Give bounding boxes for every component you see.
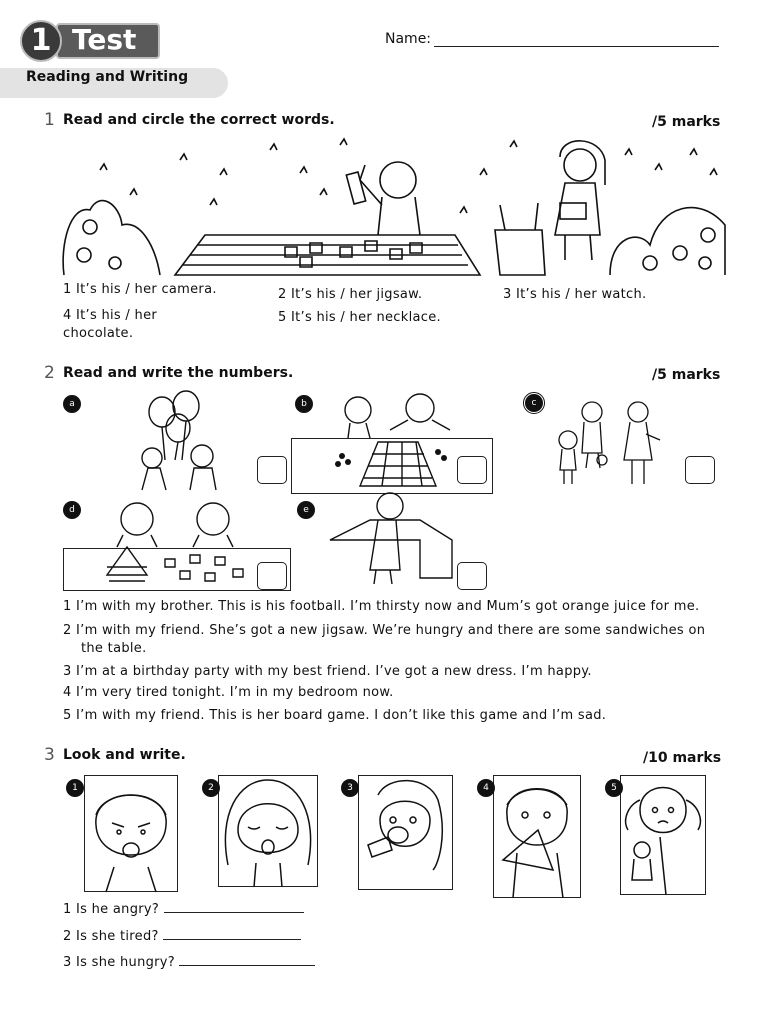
badge-number: 1: [20, 20, 62, 62]
q1-instruction: Read and circle the correct words.: [63, 112, 335, 128]
q1-number: 1: [44, 110, 55, 130]
test-badge: [20, 20, 162, 62]
q1-marks: /5 marks: [652, 114, 721, 130]
q2-sentence-1: 1 I’m with my brother. This is his football. I’m thirsty now and Mum’s got orange juice for me.: [63, 599, 700, 614]
name-input-line[interactable]: [434, 46, 719, 47]
q3-question-3: 3 Is she hungry?: [63, 952, 315, 972]
q3-picture-3-label: 3: [341, 779, 359, 797]
q3-picture-1-label: 1: [66, 779, 84, 797]
q3-face-pizza-boy: [493, 775, 581, 898]
q3-picture-2-label: 2: [202, 779, 220, 797]
q2-picture-c-label: c: [525, 394, 543, 412]
badge-word: Test: [56, 23, 160, 59]
q2-answer-box-a[interactable]: [257, 456, 287, 484]
q3-answer-line-2[interactable]: [163, 926, 301, 940]
q2-picture-b-label: b: [295, 395, 313, 413]
q2-answer-box-b[interactable]: [457, 456, 487, 484]
q3-instruction: Look and write.: [63, 747, 186, 763]
q1-item-3: 3 It’s his / her watch.: [503, 287, 647, 302]
q3-question-2: 2 Is she tired?: [63, 926, 301, 946]
q2-picture-e-label: e: [297, 501, 315, 519]
q2-answer-box-d[interactable]: [257, 562, 287, 590]
q1-scene-illustration: [60, 135, 728, 285]
q2-sentence-4: 4 I’m very tired tonight. I’m in my bedroom now.: [63, 685, 394, 700]
q1-item-4: 4 It’s his / her chocolate.: [63, 308, 158, 341]
q3-face-eating-girl: [358, 775, 453, 890]
q1-item-1: 1 It’s his / her camera.: [63, 282, 217, 297]
q3-answer-line-1[interactable]: [164, 899, 304, 913]
q2-picture-d-sandwiches: [95, 497, 265, 592]
q2-picture-b-board-game: [320, 390, 460, 490]
q2-picture-d-label: d: [63, 501, 81, 519]
q2-number: 2: [44, 363, 55, 383]
q2-sentence-2: 2 I’m with my friend. She’s got a new jigsaw. We’re hungry and there are some sandwiches on the table.: [63, 623, 706, 656]
q3-face-girl-with-doll: [620, 775, 706, 895]
q1-item-5: 5 It’s his / her necklace.: [278, 310, 441, 325]
name-label: Name:: [385, 31, 432, 47]
q2-sentence-5: 5 I’m with my friend. This is her board game. I don’t like this game and I’m sad.: [63, 708, 607, 723]
q2-picture-a-label: a: [63, 395, 81, 413]
q3-marks: /10 marks: [643, 750, 722, 766]
q2-picture-e-bedroom: [330, 490, 455, 585]
q2-picture-a-party: [120, 390, 240, 490]
q3-face-tired-girl: [218, 775, 318, 887]
q3-number: 3: [44, 745, 55, 765]
q3-answer-line-3[interactable]: [179, 952, 315, 966]
q2-marks: /5 marks: [652, 367, 721, 383]
q1-item-2: 2 It’s his / her jigsaw.: [278, 287, 423, 302]
section-title: Reading and Writing: [26, 69, 189, 85]
q3-picture-5-label: 5: [605, 779, 623, 797]
q3-picture-4-label: 4: [477, 779, 495, 797]
q2-answer-box-c[interactable]: [685, 456, 715, 484]
q2-instruction: Read and write the numbers.: [63, 365, 294, 381]
q2-picture-c-football: [552, 398, 667, 488]
q2-answer-box-e[interactable]: [457, 562, 487, 590]
q3-face-angry-boy: [84, 775, 178, 892]
q2-sentence-3: 3 I’m at a birthday party with my best friend. I’ve got a new dress. I’m happy.: [63, 664, 592, 679]
q3-question-1: 1 Is he angry?: [63, 899, 304, 919]
